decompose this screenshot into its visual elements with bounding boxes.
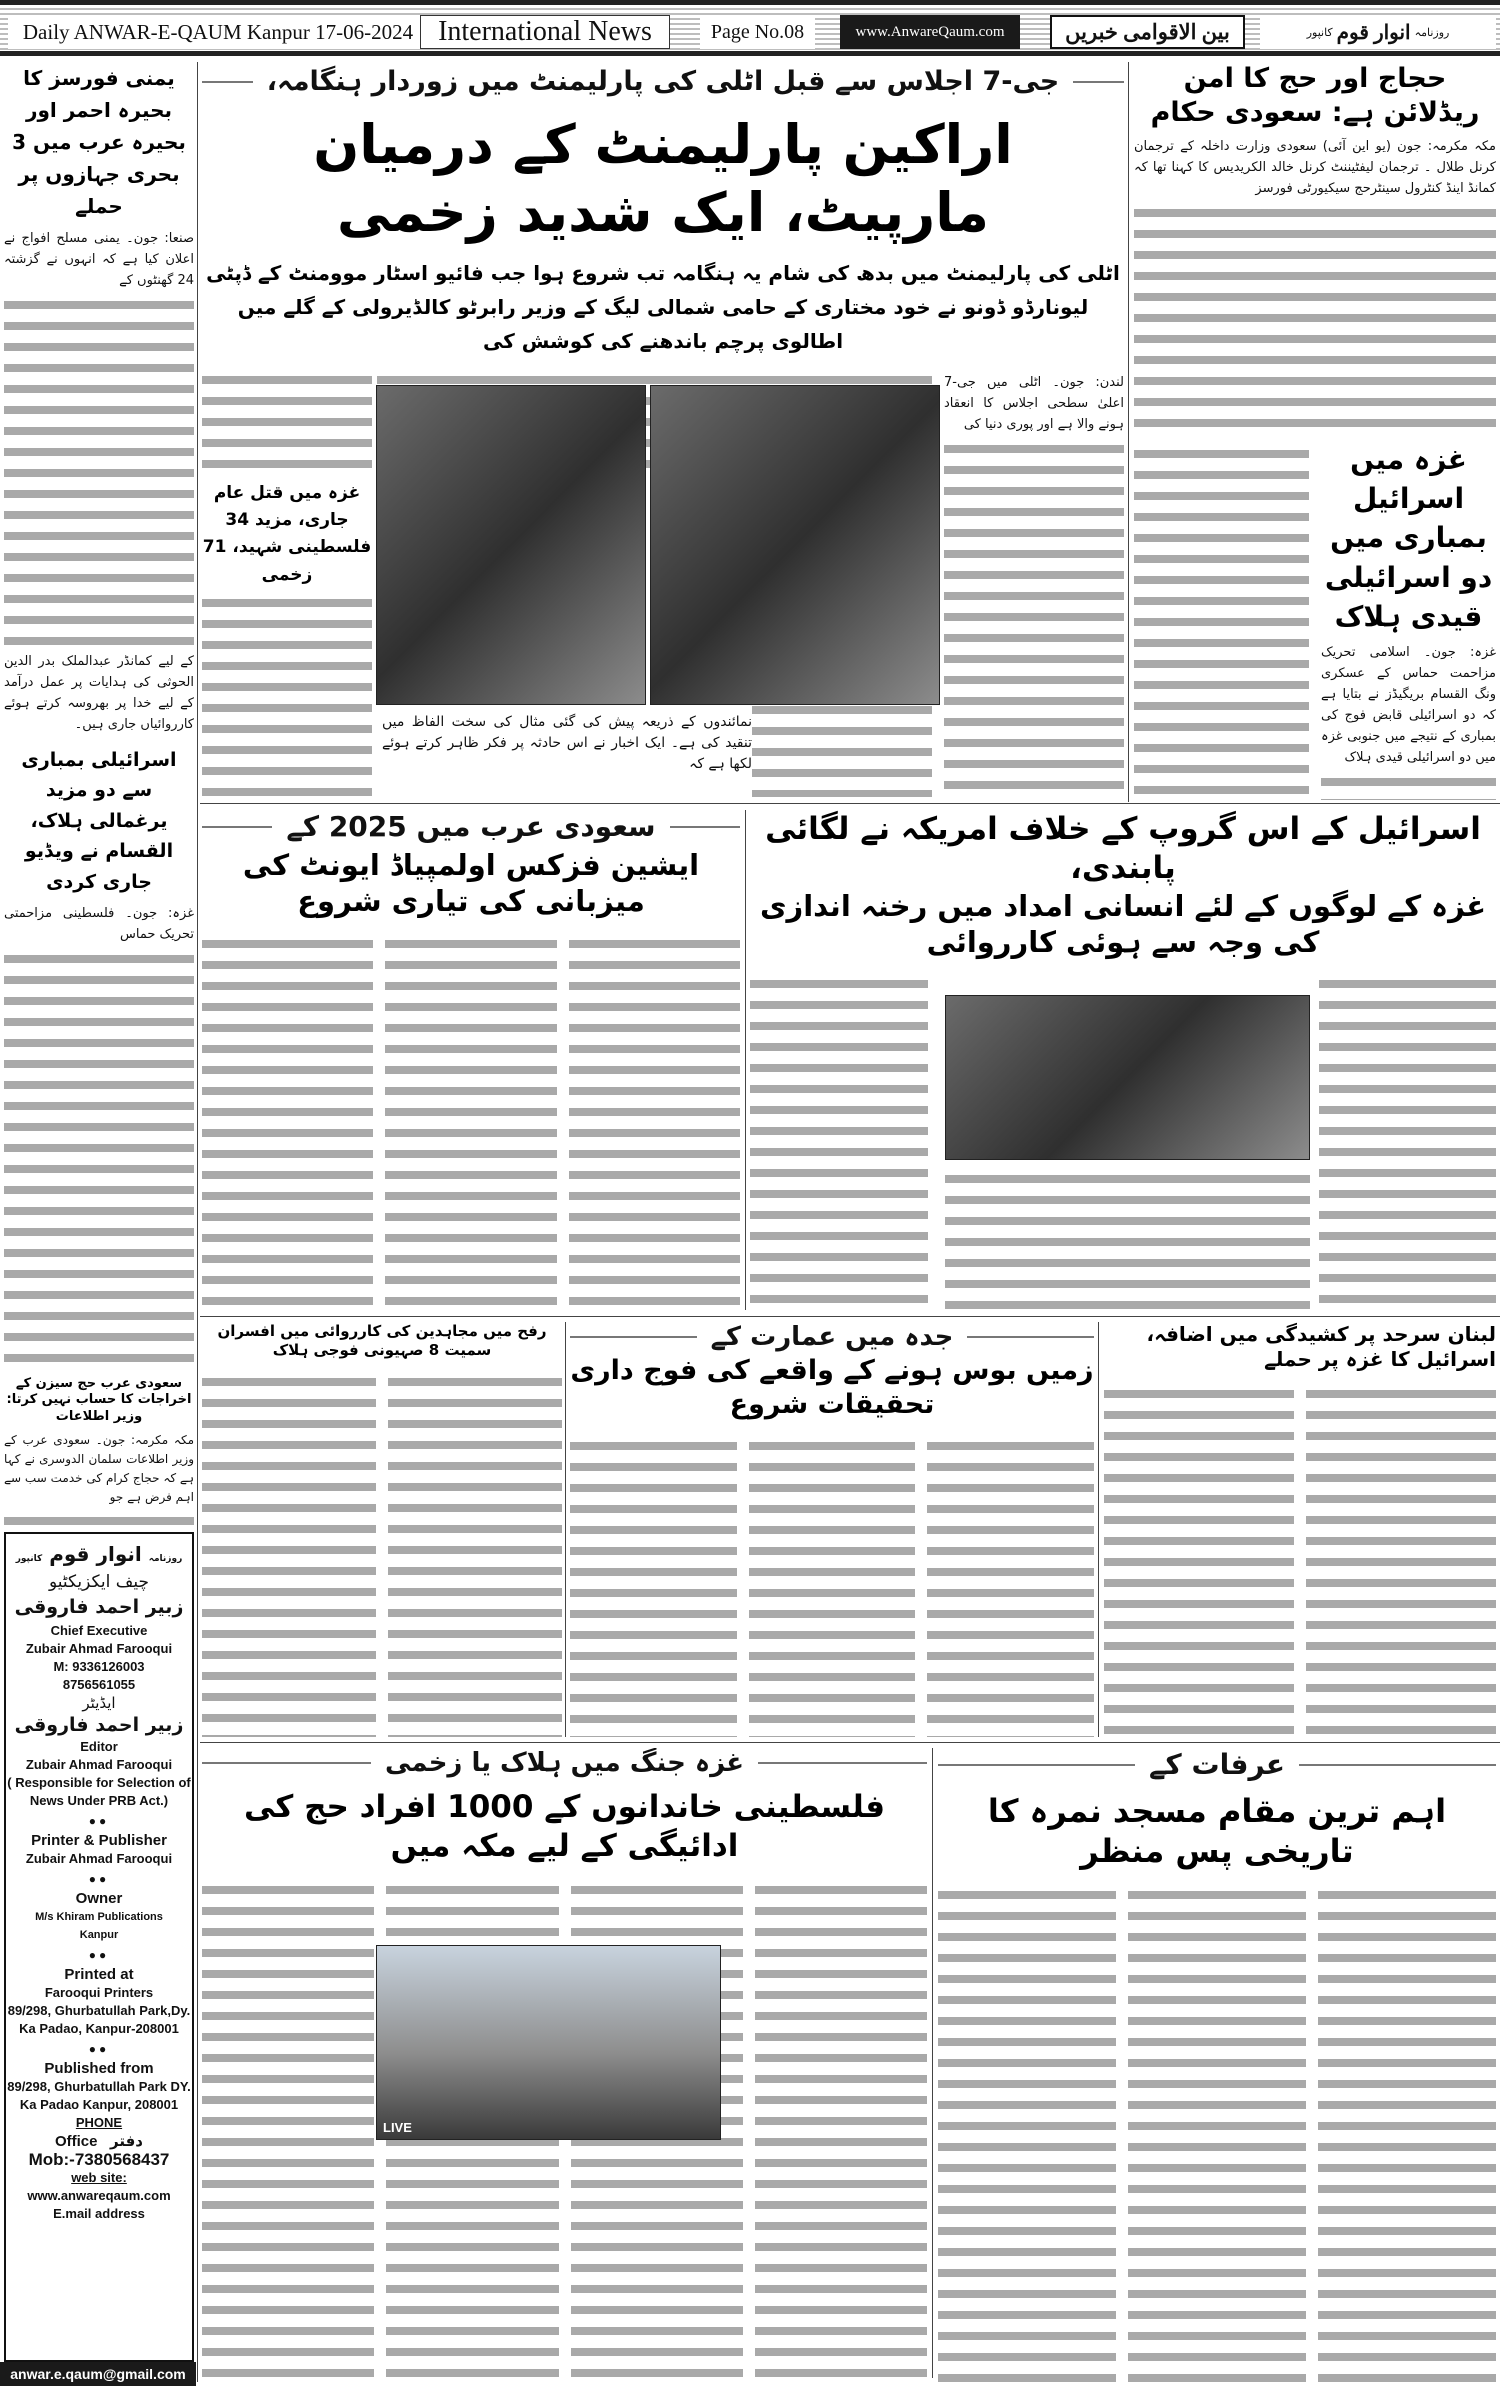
body-column — [944, 366, 1124, 797]
separator-dots: ●● — [88, 1814, 110, 1828]
office-mobile: Mob:-7380568437 — [28, 2150, 170, 2169]
owner-name: M/s Khiram Publications — [35, 1911, 163, 1923]
row-rule — [200, 1316, 1500, 1317]
story-lebanon — [1104, 1322, 1496, 1737]
body-text — [202, 934, 373, 1311]
column-rule — [197, 62, 198, 2382]
story-closing: کے لیے کمانڈر عبدالملک بدر الدین الحوثی کی ہدایات پر عمل درآمد کے لیے خدا پر بھروسہ کرتے ہوئے کارروائیاں جاری ہیں۔ — [4, 654, 194, 732]
headline: اسرائیلی بمباری سے دو مزید یرغمالی ہلاک، القسام نے ویڈیو جاری کردی — [21, 749, 177, 893]
headline: سعودی عرب حج سیزن کے اخراجات کا حساب نہیں کرتا: وزیر اطلاعات — [6, 1376, 192, 1424]
editor-label: Editor — [80, 1739, 118, 1754]
body-text — [944, 439, 1124, 797]
owner-label: Owner — [75, 1890, 123, 1907]
body-text — [202, 593, 372, 797]
website-link[interactable]: www.AnwareQaum.com — [840, 15, 1020, 49]
logo-prefix: روزنامہ — [148, 1554, 183, 1564]
printed-label: Printed at — [64, 1966, 134, 1983]
story-hajj-cost — [4, 1376, 194, 1526]
story-lead: لندن: جون۔ اٹلی میں جی-7 اعلیٰ سطحی اجلاس کا انعقاد ہونے والا ہے اور پوری دنیا کی — [944, 375, 1124, 432]
headline: فلسطینی خاندانوں کے 1000 افراد حج کی ادائیگی کے لیے مکہ میں — [243, 1789, 886, 1864]
logo-text: انوار قوم — [49, 1542, 142, 1566]
kicker: غزہ جنگ میں ہلاک یا زخمی — [202, 1748, 927, 1778]
body-text — [749, 1436, 916, 1738]
website-link[interactable]: www.anwareqaum.com — [27, 2188, 171, 2203]
body-text — [1134, 444, 1309, 794]
body-text — [1318, 1885, 1496, 2383]
column-rule — [745, 810, 746, 1310]
kicker: سعودی عرب میں 2025 کے — [202, 810, 740, 843]
body-text — [388, 1372, 562, 1738]
published-label: Published from — [44, 2060, 154, 2077]
office-label-urdu: دفتر — [110, 2132, 143, 2150]
logo-text: انوار قوم — [1336, 21, 1411, 44]
gaza-massacre-box — [202, 366, 372, 797]
story-arafat-namira — [938, 1748, 1496, 2383]
body-text — [202, 370, 372, 480]
headline: زمیں بوس ہونے کے واقعے کی فوج داری تحقیقات شروع — [570, 1355, 1094, 1420]
logo-prefix: روزنامہ — [1414, 26, 1450, 39]
email-address[interactable]: anwar.e.qaum@gmail.com — [0, 2362, 196, 2386]
masthead — [0, 0, 1500, 56]
owner-city: Kanpur — [79, 1929, 119, 1941]
headline-2: غزہ کے لوگوں کے لئے انسانی امداد میں رخنہ اندازی کی وجہ سے ہوئی کارروائی — [759, 888, 1487, 959]
body-text — [202, 1880, 374, 2384]
story-yemen — [4, 62, 194, 732]
story-lead: غزہ: جون۔ فلسطینی مزاحمتی تحریک حماس — [4, 905, 194, 942]
section-title: International News — [420, 15, 670, 49]
story-lead: مکہ مکرمہ: جون (یو این آئی) سعودی وزارت داخلہ کے ترجمان کرنل طلال ۔ ترجمان لیفٹیننٹ کرنل خالد الکریدیس کا کہنا تھا کہ کمانڈ اینڈ کنٹرول سینٹرحج سیکیورٹی فورسز — [1134, 138, 1496, 196]
body-text — [1321, 772, 1496, 800]
story-physics-olympiad — [202, 810, 740, 1310]
imprint-logo — [6, 1542, 192, 1566]
story-hajj-security — [1134, 62, 1496, 432]
ceo-name-urdu: زبیر احمد فاروقی — [14, 1596, 184, 1618]
headline: یمنی فورسز کا بحیرہ احمر اور بحیرہ عرب میں 3 بحری جہازوں پر حملے — [12, 66, 186, 218]
headline: اسرائیل کے اس گروپ کے خلاف امریکہ نے لگائی پابندی، — [765, 811, 1481, 886]
body-text — [752, 700, 932, 797]
headline: اراکین پارلیمنٹ کے درمیان مارپیٹ، ایک شدید زخمی — [313, 113, 1013, 244]
story-lead: غزہ: جون۔ اسلامی تحریک مزاحمت حماس کے عسکری ونگ القسام بریگیڈز نے بتایا ہے کہ دو اسرائیلی قابض فوج کی بمباری کے نتیجے میں جنوبی غزہ میں دو اسرائیلی قیدی ہلاک — [1321, 644, 1496, 765]
story-lead: مکہ مکرمہ: جون۔ سعودی عرب کے وزیر اطلاعات سلمان الدوسری نے کہا ہے کہ حجاج کرام کی خدمت سب سے اہم فرض ہے جو — [4, 1432, 194, 1504]
story-gaza-prisoners — [1134, 440, 1496, 800]
body-text — [1319, 974, 1497, 1310]
website-label: web site: — [71, 2170, 127, 2185]
editor-label-urdu: ایڈیٹر — [82, 1694, 116, 1712]
caption-text: نمائندوں کے ذریعہ پیش کی گئی مثال کی سخت الفاظ میں تنقید کی ہے۔ ایک اخبار نے اس حادثہ پر فکر ظاہر کرتے ہوئے لکھا ہے کہ — [382, 714, 752, 772]
body-text — [569, 934, 740, 1311]
ceo-name: Zubair Ahmad Farooqui — [25, 1641, 173, 1656]
headline: غزہ میں قتل عام جاری، مزید 34 فلسطینی شہید، 71 زخمی — [202, 483, 372, 585]
printed-name: Farooqui Printers — [44, 1985, 154, 2000]
body-text — [4, 295, 194, 645]
story-hostages — [4, 745, 194, 1370]
body-text — [4, 949, 194, 1370]
printer-name: Zubair Ahmad Farooqui — [25, 1851, 173, 1866]
kaaba-photo — [376, 1945, 721, 2140]
headline: اہم ترین مقام مسجد نمرہ کا تاریخی پس منظر — [987, 1792, 1447, 1870]
headline: غزہ میں اسرائیل بمباری میں دو اسرائیلی قیدی ہلاک — [1324, 443, 1493, 633]
subhead: اٹلی کی پارلیمنٹ میں بدھ کی شام یہ ہنگامہ تب شروع ہوا جب فائیو اسٹار موومنٹ کے ڈپٹی لیونارڈو ڈونو نے خود مختاری کے حامی شمالی لیگ کے وزیر رابرٹو کالڈیرولی کے گلے میں اطالوی پرچم باندھنے کی کوشش کی — [206, 261, 1120, 353]
kicker: جدہ میں عمارت کے — [570, 1322, 1094, 1352]
headline: رفح میں مجاہدین کی کارروائی میں افسران سمیت 8 صہیونی فوجی ہلاک — [217, 1322, 547, 1359]
editor-name: Zubair Ahmad Farooqui — [25, 1757, 173, 1772]
date-line: Daily ANWAR-E-QAUM Kanpur 17-06-2024 — [8, 15, 428, 49]
body-text — [202, 1372, 376, 1738]
parliament-photo-left — [376, 385, 646, 705]
logo-city: کانپور — [1306, 26, 1333, 39]
printed-address: 89/298, Ghurbatullah Park,Dy. Ka Padao, Kanpur-208001 — [7, 2003, 191, 2036]
photo-caption-text — [382, 706, 752, 775]
ceo-mobile: M: 9336126003 — [53, 1659, 145, 1674]
body-text — [750, 974, 928, 1310]
body-text — [938, 1885, 1116, 2383]
separator-dots: ●● — [88, 2042, 110, 2056]
email-label: E.mail address — [53, 2206, 145, 2221]
row-rule — [200, 1742, 1500, 1743]
separator-dots: ●● — [88, 1872, 110, 1886]
column-rule — [932, 1748, 933, 2378]
body-text — [927, 1436, 1094, 1738]
row-rule — [200, 803, 1500, 804]
body-text — [1306, 1384, 1496, 1737]
separator-dots: ●● — [88, 1948, 110, 1962]
section-title-urdu: بین الاقوامی خبریں — [1050, 15, 1245, 49]
logo-city: کانپور — [15, 1554, 43, 1564]
published-address: 89/298, Ghurbatullah Park DY. Ka Padao Kanpur, 208001 — [7, 2079, 191, 2112]
headline: لبنان سرحد پر کشیدگی میں اضافہ، اسرائیل کا غزہ پر حملے — [1146, 1322, 1496, 1371]
body-text — [1134, 203, 1496, 433]
body-text — [570, 1436, 737, 1738]
story-rafah — [202, 1322, 562, 1737]
column-rule — [1128, 62, 1129, 802]
live-badge: LIVE — [383, 2120, 412, 2135]
body-text — [1104, 1384, 1294, 1737]
kicker: عرفات کے — [938, 1748, 1496, 1781]
body-text — [385, 934, 556, 1311]
body-text — [1128, 1885, 1306, 2383]
parliament-photo-right — [650, 385, 940, 705]
editor-name-urdu: زبیر احمد فاروقی — [14, 1714, 184, 1736]
gaza-aid-photo — [945, 995, 1310, 1160]
newspaper-logo — [1260, 15, 1496, 49]
office-label — [6, 2132, 192, 2151]
body-text — [755, 1880, 927, 2384]
phone-label: PHONE — [75, 2115, 123, 2130]
ceo-label-urdu: چیف ایکزیکٹیو — [48, 1572, 150, 1592]
column-rule — [1098, 1322, 1099, 1737]
story-jeddah-building — [570, 1322, 1094, 1737]
story-lead: صنعا: جون۔ یمنی مسلح افواج نے اعلان کیا ہے کہ انہوں نے گزشتہ 24 گھنٹوں کے — [4, 231, 194, 288]
headline: ایشین فزکس اولمپیاڈ ایونٹ کی میزبانی کی تیاری شروع — [242, 848, 700, 919]
ceo-label: Chief Executive — [50, 1623, 148, 1638]
kicker: جی-7 اجلاس سے قبل اٹلی کی پارلیمنٹ میں زوردار ہنگامہ، — [202, 66, 1124, 97]
headline: حجاج اور حج کا امن ریڈلائن ہے: سعودی حکام — [1150, 63, 1480, 128]
body-text — [945, 1169, 1310, 1309]
page-number: Page No.08 — [700, 15, 815, 49]
body-text — [4, 1511, 194, 1526]
office-label-en: Office — [54, 2133, 98, 2150]
editor-note: ( Responsible for Selection of News Under PRB Act.) — [7, 1775, 191, 1808]
printer-label: Printer & Publisher — [31, 1832, 167, 1849]
column-rule — [565, 1322, 566, 1737]
ceo-mobile-2: 8756561055 — [62, 1677, 136, 1692]
imprint-box — [4, 1532, 194, 2362]
